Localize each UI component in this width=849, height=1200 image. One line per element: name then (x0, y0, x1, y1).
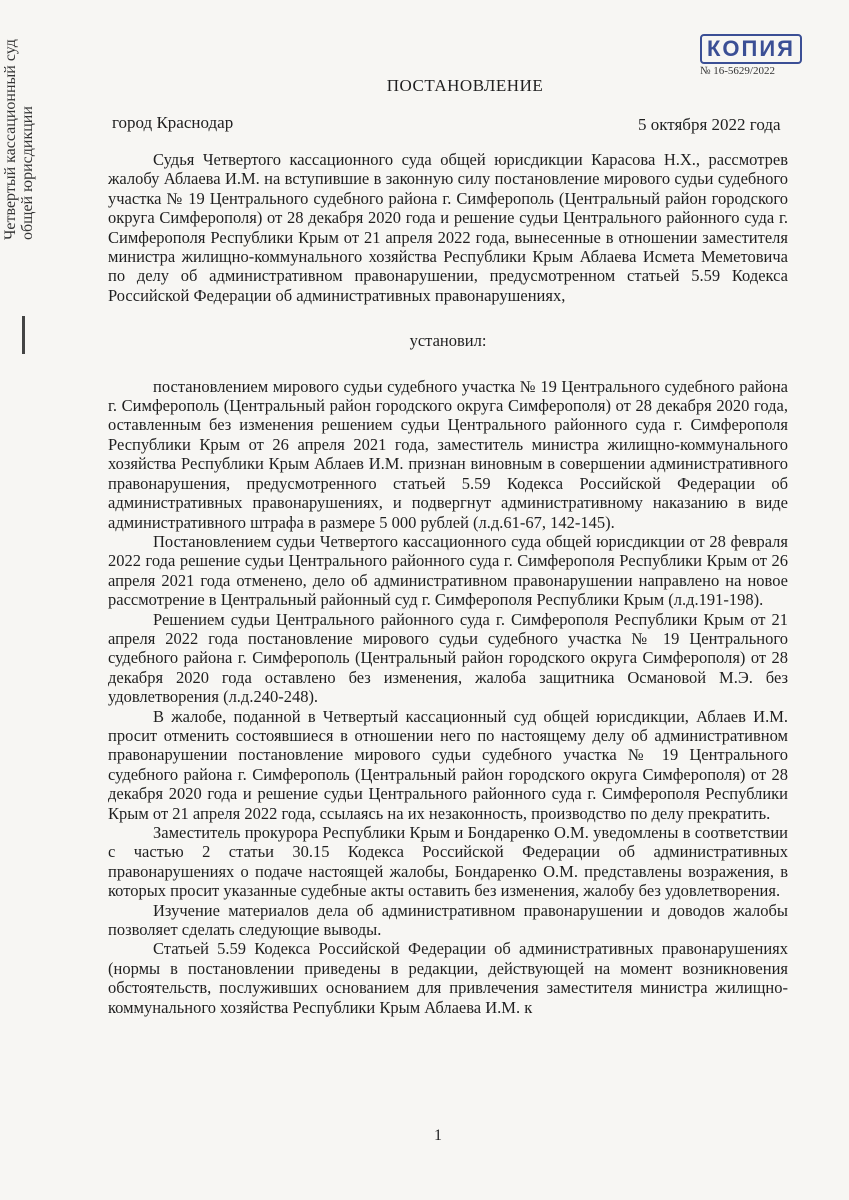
paragraph: Решением судьи Центрального районного суда г. Симферополя Республики Крым от 21 апреля 2022 года постановление мирового судьи судебного участка № 19 Центрального судебного района г. Симферополь (Центральный район городского округа Симферополя) от 28 декабря 2020 года оставлено без изменения, жалоба защитника Османовой М.Э. без удовлетворения (л.д.240-248). (108, 609, 788, 707)
city: город Краснодар (112, 113, 234, 132)
copy-stamp: КОПИЯ (700, 34, 802, 64)
document-date: 5 октября 2022 года (638, 115, 781, 134)
case-number: № 16-5629/2022 (700, 65, 775, 77)
paragraph: Изучение материалов дела об административном правонарушении и доводов жалобы позволяет сделать следующие выводы. (108, 900, 788, 940)
document-body (108, 150, 788, 1017)
paragraph: Заместитель прокурора Республики Крым и Бондаренко О.М. уведомлены в соответствии с частью 2 статьи 30.15 Кодекса Российской Федерации об административных правонарушениях о подаче настоящей жалобы, Бондаренко О.М. представлены возражения, в которых просит указанные судебные акты оставить без изменения, жалобу без удовлетворения. (108, 823, 788, 901)
document-title: ПОСТАНОВЛЕНИЕ (386, 76, 544, 95)
paragraph: Статьей 5.59 Кодекса Российской Федерации об административных правонарушениях (нормы в постановлении приведены в редакции, действующей на момент возникновения обстоятельств, послуживших основанием для привлечения заместителя министра жилищно-коммунального хозяйства Республики Крым Аблаева И.М. к (108, 939, 788, 1017)
paragraph: В жалобе, поданной в Четвертый кассационный суд общей юрисдикции, Аблаев И.М. просит отменить состоявшиеся в отношении него по настоящему делу об административном правонарушении постановление мирового судьи судебного участка № 19 Центрального судебного района г. Симферополь (Центральный район городского округа Симферополя) от 28 декабря 2020 года и решение судьи Центрального районного суда г. Симферополя Республики Крым от 21 апреля 2022 года, ссылаясь на их незаконность, производство по делу прекратить. (108, 706, 788, 823)
intro-paragraph: Судья Четвертого кассационного суда общей юрисдикции Карасова Н.Х., рассмотрев жалобу Аблаева И.М. на вступившие в законную силу постановление мирового судьи судебного участка № 19 Центрального судебного района г. Симферополь (Центральный район городского округа Симферополя) от 28 декабря 2020 года и решение судьи Центрального районного суда г. Симферополя Республики Крым от 21 апреля 2022 года, вынесенные в отношении заместителя министра жилищно-коммунального хозяйства Республики Крым Аблаева Исмета Меметовича по делу об административном правонарушении, предусмотренном статьей 5.59 Кодекса Российской Федерации об административных правонарушениях, (108, 150, 788, 305)
court-side-label: Четвертый кассационный суд общей юрисдикции (2, 39, 36, 240)
page-number: 1 (434, 1127, 442, 1144)
margin-mark (22, 316, 25, 354)
paragraph: постановлением мирового судьи судебного участка № 19 Центрального судебного района г. Симферополь (Центральный район городского округа Симферополя) от 28 декабря 2020 года, оставленным без изменения решением судьи Центрального районного суда г. Симферополя Республики Крым от 26 апреля 2021 года, заместитель министра жилищно-коммунального хозяйства Республики Крым Аблаев И.М. признан виновным в совершении административного правонарушения, предусмотренного статьей 5.59 Кодекса Российской Федерации об административных правонарушениях, и подвергнут административному наказанию в виде административного штрафа в размере 5 000 рублей (л.д.61-67, 142-145). (108, 376, 788, 532)
paragraph: Постановлением судьи Четвертого кассационного суда общей юрисдикции от 28 февраля 2022 года решение судьи Центрального районного суда г. Симферополя Республики Крым от 26 апреля 2021 года отменено, дело об административном правонарушении направлено на новое рассмотрение в Центральный районный суд г. Симферополя Республики Крым (л.д.191-198). (108, 531, 788, 610)
section-heading: установил: (409, 331, 487, 351)
